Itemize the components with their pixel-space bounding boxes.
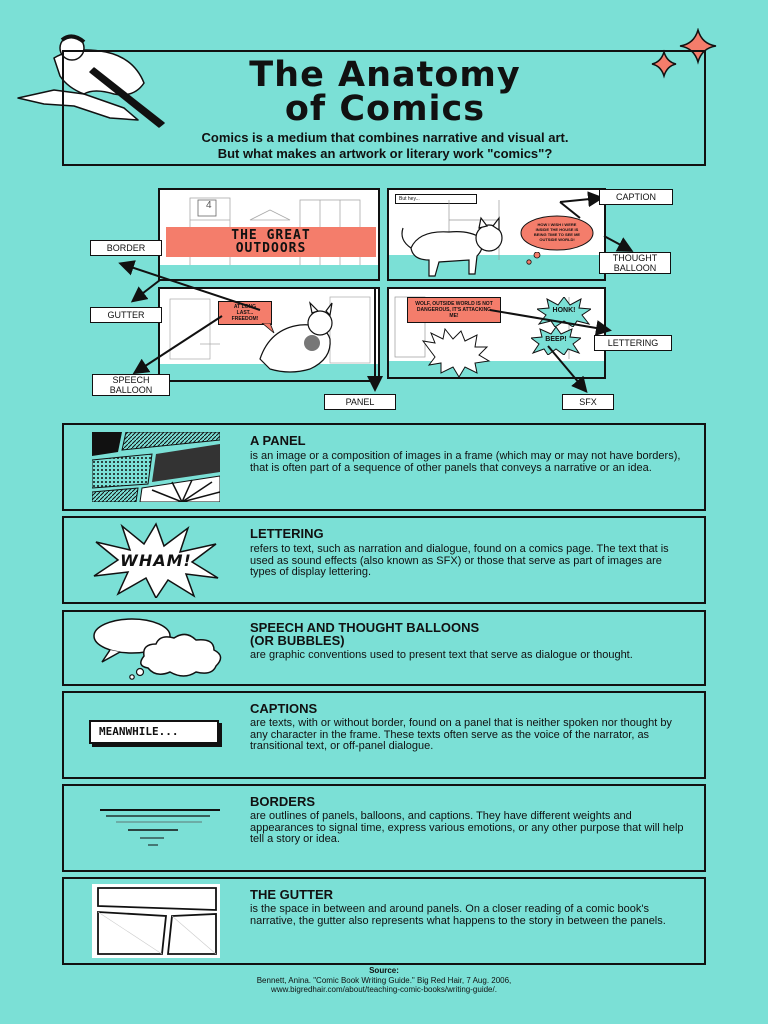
source-line-1: Bennett, Anina. "Comic Book Writing Guide." Big Red Hair, 7 Aug. 2006, <box>256 975 512 985</box>
meanwhile-text: MEANWHILE... <box>99 725 179 738</box>
banner-line-1: THE GREAT <box>231 228 311 243</box>
label-lettering: LETTERING <box>594 335 672 351</box>
section-captions-body: are texts, with or without border, found on a panel that is neither spoken nor thought by any character in the frame. These texts often serve as the voice of the narrator, as transitional text, or off-panel dialogue. <box>250 717 672 752</box>
page-subtitle <box>90 130 680 162</box>
section-gutter-title: THE GUTTER <box>250 887 334 902</box>
section-borders-title: BORDERS <box>250 794 316 809</box>
meanwhile-caption-box <box>89 720 219 744</box>
section-lettering-title: LETTERING <box>250 526 324 541</box>
label-caption: CAPTION <box>599 189 673 205</box>
source-line-2: www.bigredhair.com/about/teaching-comic-books/writing-guide/. <box>271 985 497 994</box>
section-gutter-body: is the space in between and around panels. On a closer reading of a comic book's narrative, the gutter also represents what happens to the story in between the panels. <box>250 903 666 927</box>
panel-number: 4 <box>206 200 212 211</box>
thought-bubble-text: HOW I WISH I WERE INSIDE THE HOUSE IS BEING TIME TO SEE ME OUTSIDE WORLD! <box>533 222 581 242</box>
gutter-panels-icon <box>92 884 220 958</box>
section-panel-body: is an image or a composition of images in a frame (which may or may not have borders), that is often part of a sequence of other panels that conveys a narrative or an idea. <box>250 450 681 474</box>
label-panel: PANEL <box>324 394 396 410</box>
title-line-1: The Anatomy <box>249 55 521 95</box>
source-heading: Source: <box>369 966 399 975</box>
label-speech-balloon <box>92 374 170 396</box>
lettering-bubble-text: WOLF, OUTSIDE WORLD IS NOT DANGEROUS, IT'S ATTACKING ME! <box>415 301 493 319</box>
section-balloons-title-line-2: (OR BUBBLES) <box>250 633 345 648</box>
caption-box-text: But hey... <box>399 196 420 202</box>
source-citation <box>100 966 668 995</box>
balloons-icon <box>90 616 230 680</box>
section-panel-title: A PANEL <box>250 433 306 448</box>
banner-line-2: OUTDOORS <box>235 241 307 256</box>
label-thought-balloon-line-1: THOUGHT <box>612 253 658 263</box>
sfx-beep-text: BEEP! <box>545 336 567 343</box>
label-speech-balloon-line-2: BALLOON <box>109 385 153 395</box>
section-borders-body: are outlines of panels, balloons, and captions. They have different weights and appearances to signal time, express various emotions, or any other purpose that will help tell a story or idea. <box>250 810 684 845</box>
section-balloons-title <box>250 621 479 647</box>
section-captions-title: CAPTIONS <box>250 701 318 716</box>
panel-grid-icon <box>92 432 220 502</box>
label-thought-balloon <box>599 252 671 274</box>
label-sfx: SFX <box>562 394 614 410</box>
subtitle-line-2: But what makes an artwork or literary work "comics"? <box>217 146 553 161</box>
label-speech-balloon-line-1: SPEECH <box>112 375 150 385</box>
section-balloons-title-line-1: SPEECH AND THOUGHT BALLOONS <box>250 620 480 635</box>
label-gutter: GUTTER <box>90 307 162 323</box>
label-border: BORDER <box>90 240 162 256</box>
title-line-2: of Comics <box>284 89 486 129</box>
section-lettering-body: refers to text, such as narration and dialogue, found on a comics page. The text that is used as sound effects (also known as SFX) or those that serve as part of images are types of display lettering. <box>250 543 669 578</box>
subtitle-line-1: Comics is a medium that combines narrative and visual art. <box>201 130 569 145</box>
speech-bubble-text: AT LONG LAST... FREEDOM! <box>231 304 259 322</box>
label-thought-balloon-line-2: BALLOON <box>613 263 657 273</box>
wham-text: WHAM! <box>120 551 192 570</box>
page-title <box>140 55 630 129</box>
section-balloons-body: are graphic conventions used to present text that serve as dialogue or thought. <box>250 649 633 661</box>
border-weights-icon <box>92 808 222 848</box>
sfx-honk-text: HONK! <box>552 307 576 314</box>
